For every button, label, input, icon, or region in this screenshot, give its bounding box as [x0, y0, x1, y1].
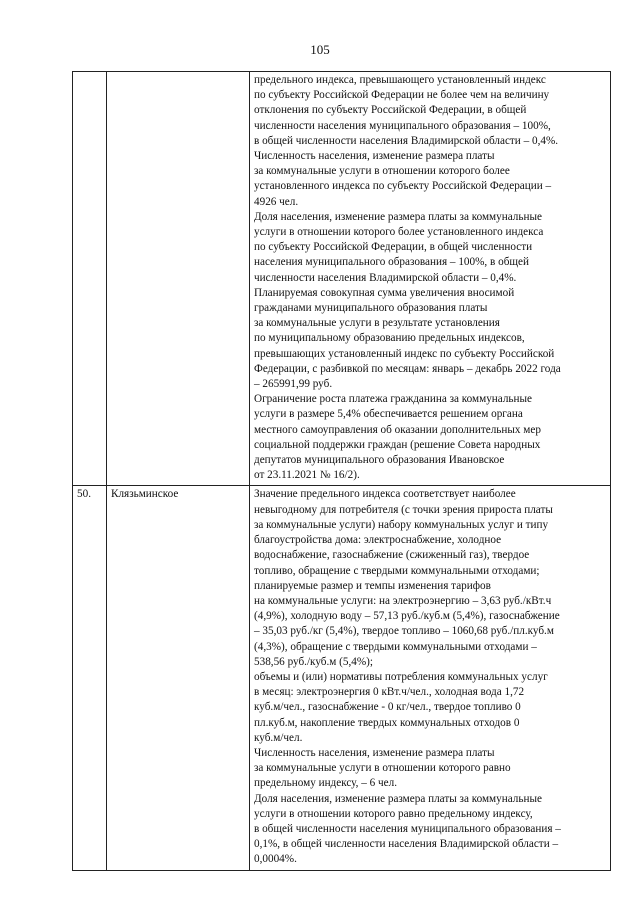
municipality-name-cell: Клязьминское: [107, 486, 250, 870]
text-line: 4926 чел.: [254, 195, 299, 208]
text-line: планируемые размер и темпы изменения тарифов: [254, 579, 491, 592]
text-line: численности населения муниципального образования – 100%,: [254, 119, 551, 132]
text-line: за коммунальные услуги в отношении которого равно: [254, 762, 511, 775]
text-line: Значение предельного индекса соответствует наиболее: [254, 488, 516, 501]
text-line: Доля населения, изменение размера платы за коммунальные: [254, 792, 542, 805]
text-line: за коммунальные услуги в результате установления: [254, 317, 500, 330]
row-number-cell: 50.: [73, 486, 107, 870]
text-line: на коммунальные услуги: на электроэнергию – 3,63 руб./кВт.ч: [254, 594, 552, 607]
text-line: Численность населения, изменение размера платы: [254, 746, 495, 759]
text-line: по муниципальному образованию предельных индексов,: [254, 332, 525, 345]
text-line: топливо, обращение с твердыми коммунальными отходами;: [254, 564, 540, 577]
text-line: социальной поддержки граждан (решение Совета народных: [254, 438, 541, 451]
text-line: услуги в размере 5,4% обеспечивается решением органа: [254, 408, 523, 421]
text-line: в месяц: электроэнергия 0 кВт.ч/чел., холодная вода 1,72: [254, 686, 525, 699]
text-line: Численность населения, изменение размера платы: [254, 150, 495, 163]
text-line: предельного индекса, превышающего установленный индекс: [254, 74, 546, 86]
text-line: 0,1%, в общей численности населения Владимирской области –: [254, 838, 559, 851]
text-line: Планируемая совокупная сумма увеличения вносимой: [254, 286, 515, 299]
text-line: – 265991,99 руб.: [254, 378, 333, 391]
text-line: депутатов муниципального образования Ивановское: [254, 454, 505, 467]
description-cell: [250, 72, 611, 486]
municipality-name-cell: [107, 72, 250, 486]
text-line: по субъекту Российской Федерации, в общей численности: [254, 241, 533, 254]
text-line: (4,9%), холодную воду – 57,13 руб./куб.м (5,4%), газоснабжение: [254, 610, 560, 623]
text-line: Ограничение роста платежа гражданина за коммунальные: [254, 393, 532, 406]
text-line: населения муниципального образования – 100%, в общей: [254, 256, 529, 269]
text-line: в общей численности населения муниципального образования –: [254, 822, 561, 835]
text-line: за коммунальные услуги) набору коммунальных услуг и типу: [254, 518, 549, 531]
text-line: численности населения Владимирской области – 0,4%.: [254, 271, 517, 284]
description-cell: [250, 486, 611, 870]
text-line: за коммунальные услуги в отношении которого более: [254, 165, 510, 178]
text-line: отклонения по субъекту Российской Федерации, в общей: [254, 104, 527, 117]
text-line: 0,0004%.: [254, 853, 297, 866]
text-line: по субъекту Российской Федерации не более чем на величину: [254, 89, 550, 102]
text-line: куб.м/чел., газоснабжение - 0 кг/чел., твердое топливо 0: [254, 701, 521, 714]
text-line: Доля населения, изменение размера платы за коммунальные: [254, 210, 542, 223]
text-line: от 23.11.2021 № 16/2).: [254, 469, 360, 482]
text-line: услуги в отношении которого равно предельному индексу,: [254, 807, 533, 820]
page-number: 105: [310, 42, 330, 57]
text-line: установленного индекса по субъекту Российской Федерации –: [254, 180, 552, 193]
municipal-index-table: [72, 71, 611, 871]
text-line: превышающих установленный индекс по субъекту Российской: [254, 347, 555, 360]
text-line: водоснабжение, газоснабжение (сжиженный газ), твердое: [254, 549, 530, 562]
text-line: гражданами муниципального образования платы: [254, 302, 488, 315]
text-line: – 35,03 руб./кг (5,4%), твердое топливо – 1060,68 руб./пл.куб.м: [254, 625, 554, 638]
text-line: услуги в отношении которого более установленного индекса: [254, 226, 544, 239]
text-line: предельному индексу, – 6 чел.: [254, 777, 398, 790]
text-line: невыгодному для потребителя (с точки зрения прироста платы: [254, 503, 553, 516]
text-line: (4,3%), обращение с твердыми коммунальными отходами –: [254, 640, 537, 653]
table-row: [73, 486, 611, 870]
text-line: Федерации, с разбивкой по месяцам: январь – декабрь 2022 года: [254, 362, 561, 375]
text-line: благоустройства дома: электроснабжение, холодное: [254, 534, 502, 547]
text-line: в общей численности населения Владимирской области – 0,4%.: [254, 134, 559, 147]
text-line: объемы и (или) нормативы потребления коммунальных услуг: [254, 670, 548, 683]
text-line: куб.м/чел.: [254, 731, 303, 744]
table-row: [73, 72, 611, 486]
text-line: пл.куб.м, накопление твердых коммунальных отходов 0: [254, 716, 520, 729]
row-number-cell: [73, 72, 107, 486]
text-line: местного самоуправления об оказании дополнительных мер: [254, 423, 541, 436]
text-line: 538,56 руб./куб.м (5,4%);: [254, 655, 374, 668]
